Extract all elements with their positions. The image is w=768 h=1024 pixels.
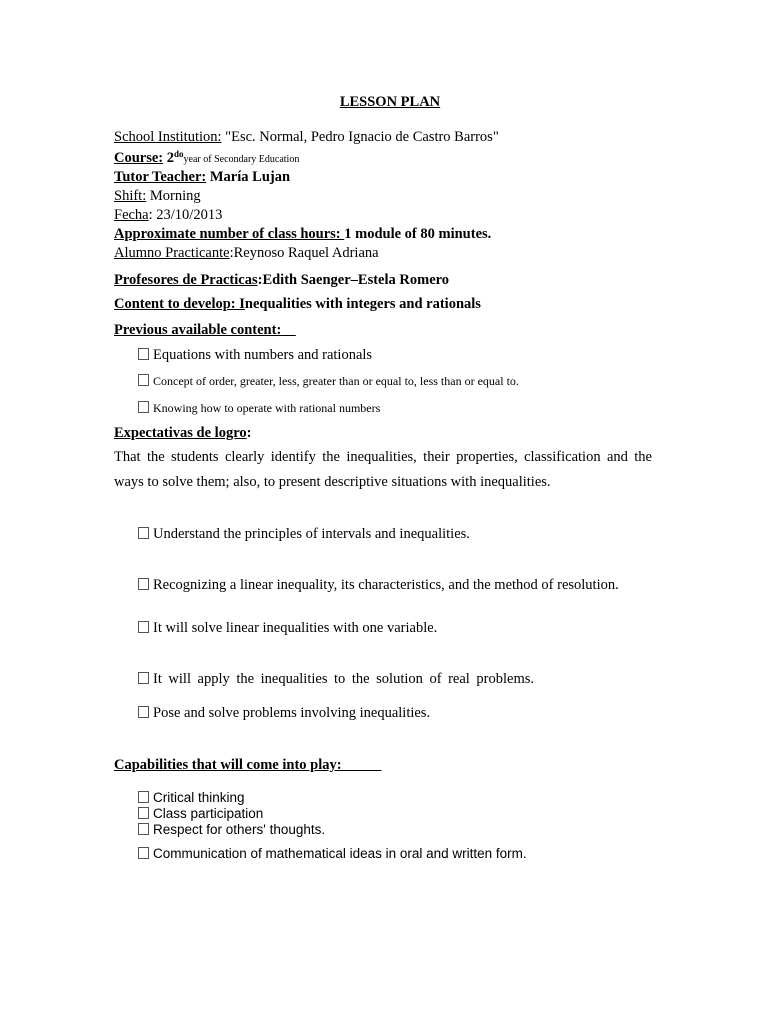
tutor-value: María Lujan — [206, 169, 291, 185]
list-item — [138, 671, 534, 688]
list-item — [138, 374, 519, 389]
list-item-text: Understand the principles of intervals and inequalities. — [153, 526, 470, 542]
bullet-box-icon — [138, 791, 149, 803]
profesores-label: Profesores de Practicas — [114, 272, 258, 288]
capabilities-label: Capabilities that will come into play: — [114, 757, 342, 773]
hours-label: Approximate number of class hours: — [114, 226, 345, 242]
list-item-text: Recognizing a linear inequality, its characteristics, and the method of resolution. — [153, 577, 619, 593]
alumno-label: Alumno Practicante — [114, 245, 230, 261]
profesores-value: :Edith Saenger–Estela Romero — [257, 272, 450, 288]
list-item-text: Class participation — [153, 806, 264, 821]
shift-line — [114, 188, 201, 205]
course-line — [114, 149, 299, 167]
list-item-text: Knowing how to operate with rational numbers — [153, 401, 381, 415]
bullet-box-icon — [138, 847, 149, 859]
bullet-box-icon — [138, 578, 149, 590]
bullet-box-icon — [138, 706, 149, 718]
bullet-box-icon — [138, 348, 149, 360]
previous-label: Previous available content: — [114, 322, 282, 338]
list-item — [138, 846, 527, 861]
school-line — [114, 129, 499, 146]
list-item — [138, 347, 372, 364]
list-item-text: Critical thinking — [153, 790, 245, 805]
profesores-line — [114, 272, 449, 289]
list-item-text: It will apply the inequalities to the solution of real problems. — [153, 671, 534, 687]
expectativas-heading — [114, 425, 251, 442]
list-item — [138, 790, 245, 805]
content-value: nequalities with integers and rationals — [244, 296, 481, 312]
bullet-box-icon — [138, 807, 149, 819]
bullet-box-icon — [138, 621, 149, 633]
content-line — [114, 296, 481, 313]
list-item-text: It will solve linear inequalities with one variable. — [153, 620, 438, 636]
list-item-text: Respect for others' thoughts. — [153, 822, 326, 837]
hours-value: 1 module of 80 minutes. — [344, 226, 492, 242]
list-item — [138, 806, 263, 821]
alumno-line — [114, 245, 379, 262]
bullet-box-icon — [138, 374, 149, 386]
previous-heading — [114, 322, 296, 339]
fecha-value: : 23/10/2013 — [148, 207, 223, 223]
tutor-label: Tutor Teacher: — [114, 169, 207, 185]
list-item-text: Concept of order, greater, less, greater than or equal to, less than or equal to. — [153, 374, 519, 388]
list-item-text: Communication of mathematical ideas in oral and written form. — [153, 846, 527, 861]
course-number: 2 — [163, 150, 175, 166]
tutor-line — [114, 169, 290, 186]
list-item — [138, 822, 325, 837]
fecha-label: Fecha — [114, 207, 149, 223]
bullet-box-icon — [138, 672, 149, 684]
school-value: "Esc. Normal, Pedro Ignacio de Castro Barros" — [221, 129, 499, 145]
expectativas-paragraph: That the students clearly identify the inequalities, their properties, classification and the ways to solve them; also, to present descriptive situations with inequalities. — [114, 449, 652, 490]
bullet-box-icon — [138, 823, 149, 835]
capabilities-heading — [114, 757, 381, 774]
fecha-line — [114, 207, 222, 224]
page-title: LESSON PLAN — [339, 94, 441, 110]
list-item — [138, 526, 470, 543]
course-label: Course: — [114, 150, 164, 166]
expectativas-label: Expectativas de logro — [114, 425, 247, 441]
course-sup: do — [174, 149, 184, 159]
list-item — [138, 705, 430, 722]
list-item — [138, 577, 619, 594]
shift-label: Shift: — [114, 188, 147, 204]
school-label: School Institution: — [114, 129, 222, 145]
shift-value: Morning — [146, 188, 201, 204]
expectativas-colon: : — [246, 425, 252, 441]
bullet-box-icon — [138, 527, 149, 539]
list-item-text: Pose and solve problems involving inequalities. — [153, 705, 431, 721]
course-rest: year of Secondary Education — [183, 154, 300, 165]
content-label: Content to develop: I — [114, 296, 245, 312]
list-item-text: Equations with numbers and rationals — [153, 347, 373, 363]
list-item — [138, 620, 437, 637]
alumno-value: :Reynoso Raquel Adriana — [229, 245, 379, 261]
list-item — [138, 401, 380, 416]
hours-line — [114, 226, 491, 243]
bullet-box-icon — [138, 401, 149, 413]
